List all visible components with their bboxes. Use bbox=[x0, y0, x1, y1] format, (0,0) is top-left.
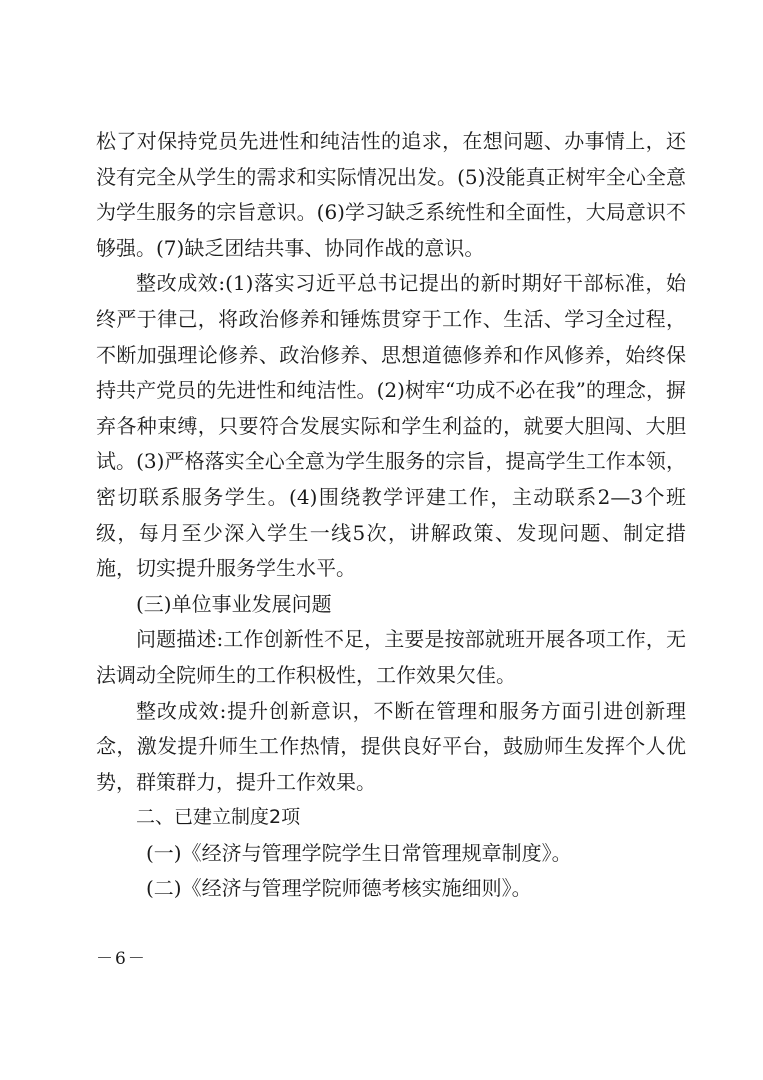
subheading-unit-development: (三)单位事业发展问题 bbox=[136, 591, 332, 616]
paragraph-problem-continuation: 松了对保持党员先进性和纯洁性的追求，在想问题、办事情上，还没有完全从学生的需求和实际情况出发。(5)没能真正树牢全心全意为学生服务的宗旨意识。(6)学习缺乏系统性和全面性，大局意识不够强。(7)缺乏团结共事、协同作战的意识。 bbox=[96, 129, 686, 260]
paragraph-rectification-innovation: 整改成效:提升创新意识，不断在管理和服务方面引进创新理念，激发提升师生工作热情，提供良好平台，鼓励师生发挥个人优势，群策群力，提升工作效果。 bbox=[96, 698, 686, 794]
section-heading-systems: 二、已建立制度2项 bbox=[136, 806, 301, 829]
paragraph-problem-description: 问题描述:工作创新性不足，主要是按部就班开展各项工作，无法调动全院师生的工作积极性，工作效果欠佳。 bbox=[96, 627, 686, 687]
paragraph-rectification-results: 整改成效:(1)落实习近平总书记提出的新时期好干部标准，始终严于律己，将政治修养和锤炼贯穿于工作、生活、学习全过程，不断加强理论修养、政治修养、思想道德修养和作风修养，始终保持共产党员的先进性和纯洁性。(2)树牢“功成不必在我”的理念，摒弃各种束缚，只要符合发展实际和学生利益的，就要大胆闯、大胆试。(3)严格落实全心全意为学生服务的宗旨，提高学生工作本领，密切联系服务学生。(4)围绕教学评建工作，主动联系2—3个班级，每月至少深入学生一线5次，讲解政策、发现问题、制定措施，切实提升服务学生水平。 bbox=[96, 271, 686, 581]
system-item-1: (一)《经济与管理学院学生日常管理规章制度》。 bbox=[146, 840, 572, 865]
document-body bbox=[96, 124, 686, 907]
system-item-2: (二)《经济与管理学院师德考核实施细则》。 bbox=[146, 876, 532, 901]
page-number: －6－ bbox=[96, 949, 147, 969]
